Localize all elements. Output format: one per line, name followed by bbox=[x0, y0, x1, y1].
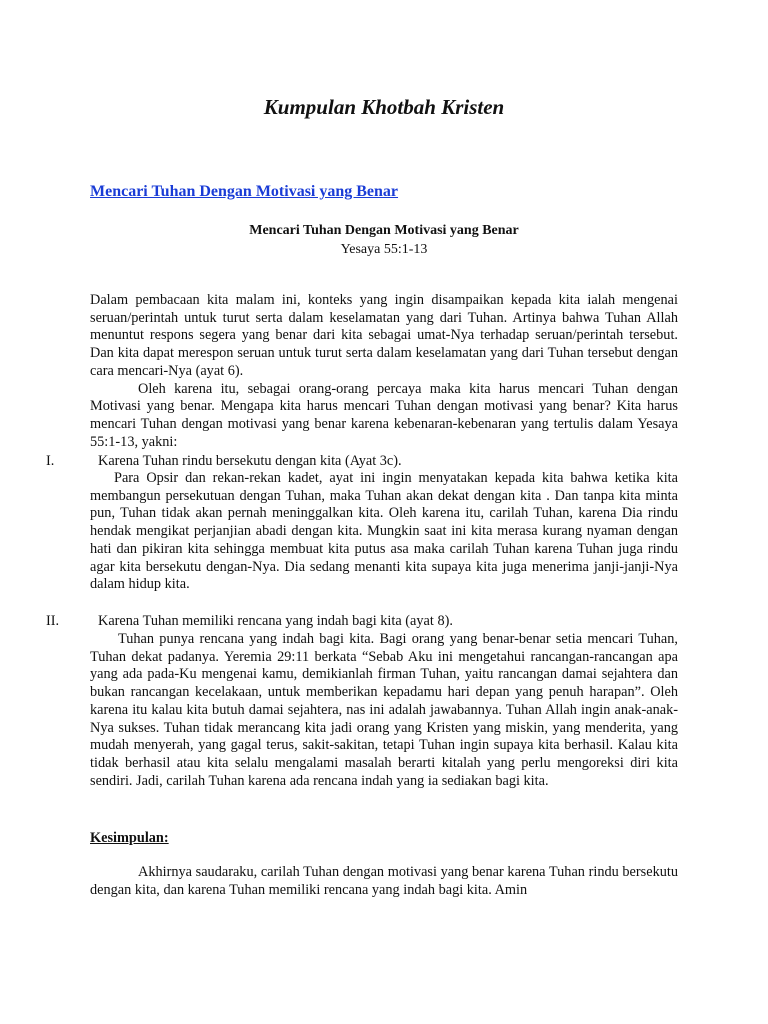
point-1-body: Para Opsir dan rekan-rekan kadet, ayat ini ingin menyatakan kepada kita bahwa ketika kita membangun persekutuan dengan Tuhan, maka Tuhan akan dekat dengan kita . Dan tanpa kita minta pun, Tuhan tidak akan pernah meninggalkan kita. Oleh karena itu, carilah Tuhan, karena Dia rindu hendak mengikat perjanjian abadi dengan kita. Mungkin saat ini kita merasa kurang nyaman dengan hati dan pikiran kita sehingga membuat kita putus asa maka carilah Tuhan karena Tuhan juga rindu agar kita bersekutu dengan-Nya. Dia sedang menanti kita supaya kita juga menerima janji-janji-Nya dalam hidup kita. bbox=[90, 470, 678, 593]
point-1-body-block bbox=[90, 470, 678, 594]
point-2-heading-row bbox=[46, 613, 453, 631]
conclusion-block bbox=[90, 864, 678, 899]
point-2-body-block bbox=[90, 631, 678, 790]
conclusion-body: Akhirnya saudaraku, carilah Tuhan dengan motivasi yang benar karena Tuhan rindu bersekutu dengan kita, dan karena Tuhan memiliki rencana yang indah bagi kita. Amin bbox=[90, 864, 678, 898]
point-1-heading: Karena Tuhan rindu bersekutu dengan kita (Ayat 3c). bbox=[98, 453, 402, 469]
sermon-heading-title: Mencari Tuhan Dengan Motivasi yang Benar bbox=[249, 223, 519, 238]
point-1-number: I. bbox=[46, 453, 55, 469]
point-2-heading: Karena Tuhan memiliki rencana yang indah bagi kita (ayat 8). bbox=[98, 613, 453, 629]
intro-paragraph-1: Dalam pembacaan kita malam ini, konteks yang ingin disampaikan kepada kita ialah mengenai seruan/perintah untuk turut serta dalam keselamatan yang dari Tuhan. Artinya bahwa Tuhan Allah menuntut respons segera yang benar dari kita sebagai umat-Nya terhadap seruan/perintah tersebut. Dan kita dapat merespon seruan untuk turut serta dalam keselamatan yang dari Tuhan tersebut dengan cara mencari-Nya (ayat 6). bbox=[90, 292, 678, 379]
intro-paragraph-2: Oleh karena itu, sebagai orang-orang percaya maka kita harus mencari Tuhan dengan Motivasi yang benar. Mengapa kita harus mencari Tuhan dengan motivasi yang benar? Kita harus mencari Tuhan dengan motivasi yang benar karena kebenaran-kebenaran yang tertulis dalam Yesaya 55:1-13, yakni: bbox=[90, 380, 678, 450]
sermon-heading bbox=[0, 221, 768, 259]
sermon-title-link[interactable]: Mencari Tuhan Dengan Motivasi yang Benar bbox=[90, 183, 399, 200]
conclusion-label: Kesimpulan: bbox=[90, 830, 169, 846]
intro-section bbox=[90, 292, 678, 451]
point-2-number: II. bbox=[46, 613, 60, 629]
point-1-heading-row bbox=[46, 453, 402, 471]
point-2-body: Tuhan punya rencana yang indah bagi kita. Bagi orang yang benar-benar setia mencari Tuhan, Tuhan dekat padanya. Yeremia 29:11 berkata “Sebab Aku ini mengetahui rancangan-rancangan apa yang ada pada-Ku mengenai kamu, demikianlah firman Tuhan, yaitu rancangan damai sejahtera dan bukan rancangan kecelakaan, untuk memberikan kepadamu hari depan yang penuh harapan”. Oleh karena itu kalau kita butuh damai sejahtera, nas ini adalah jawabannya. Tuhan Allah ingin anak-anak-Nya sukses. Tuhan tidak merancang kita jadi orang yang Kristen yang miskin, yang menderita, yang mudah menyerah, yang gagal terus, sakit-sakitan, tetapi Tuhan ingin supaya kita berhasil. Kalau kita tidak berhasil atau kita selalu mengalami masalah berarti kitalah yang perlu mengoreksi diri kita sendiri. Jadi, carilah Tuhan karena ada rencana indah yang ia sediakan bagi kita. bbox=[90, 631, 678, 789]
scripture-reference: Yesaya 55:1-13 bbox=[340, 242, 428, 257]
document-title: Kumpulan Khotbah Kristen bbox=[263, 95, 505, 119]
